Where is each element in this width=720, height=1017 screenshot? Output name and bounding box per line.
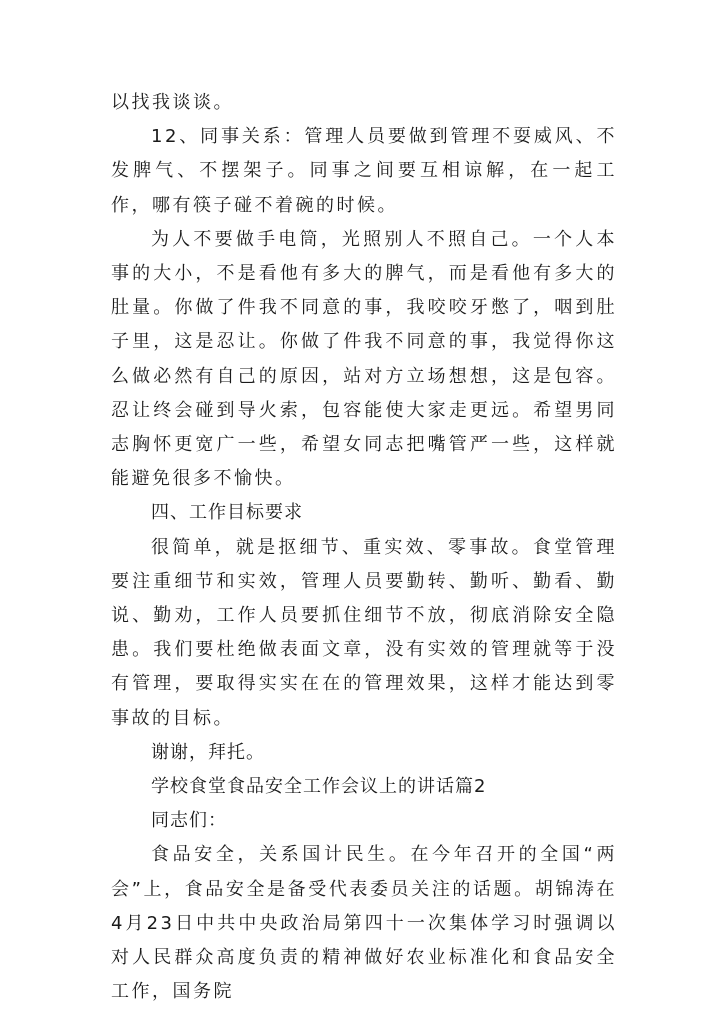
salutation: 同志们： — [151, 810, 227, 832]
paragraph-thanks: 谢谢，拜托。 — [151, 741, 265, 763]
section-heading-work-goals: 四、工作目标要求 — [151, 502, 303, 524]
paragraph-food-safety: 食品安全，关系国计民生。在今年召开的全国“两会”上，食品安全是备受代表委员关注的话题。胡锦涛在4月23日中共中央政治局第四十一次集体学习时强调以对人民群众高度负责的精神做好农业标准化和食品安全工作，国务院 — [111, 844, 617, 1003]
paragraph-colleague-relations: 12、同事关系：管理人员要做到管理不耍威风、不发脾气、不摆架子。同事之间要互相谅解，在一起工作，哪有筷子碰不着碗的时候。 — [111, 126, 617, 216]
paragraph-tolerance: 为人不要做手电筒，光照别人不照自己。一个人本事的大小，不是看他有多大的脾气，而是看他有多大的肚量。你做了件我不同意的事，我咬咬牙憋了，咽到肚子里，这是忍让。你做了件我不同意的事，我觉得你这么做必然有自己的原因，站对方立场想想，这是包容。忍让终会碰到导火索，包容能使大家走更远。希望男同志胸怀更宽广一些，希望女同志把嘴管严一些，这样就能避免很多不愉快。 — [111, 228, 617, 490]
document-body — [111, 86, 617, 1009]
paragraph-work-goals: 很简单，就是抠细节、重实效、零事故。食堂管理要注重细节和实效，管理人员要勤转、勤听、勤看、勤说、勤劝，工作人员要抓住细节不放，彻底消除安全隐患。我们要杜绝做表面文章，没有实效的管理就等于没有管理，要取得实实在在的管理效果，这样才能达到零事故的目标。 — [111, 536, 617, 729]
paragraph-continuation: 以找我谈谈。 — [111, 92, 234, 113]
speech-title-part-2: 学校食堂食品安全工作会议上的讲话篇2 — [151, 776, 487, 798]
